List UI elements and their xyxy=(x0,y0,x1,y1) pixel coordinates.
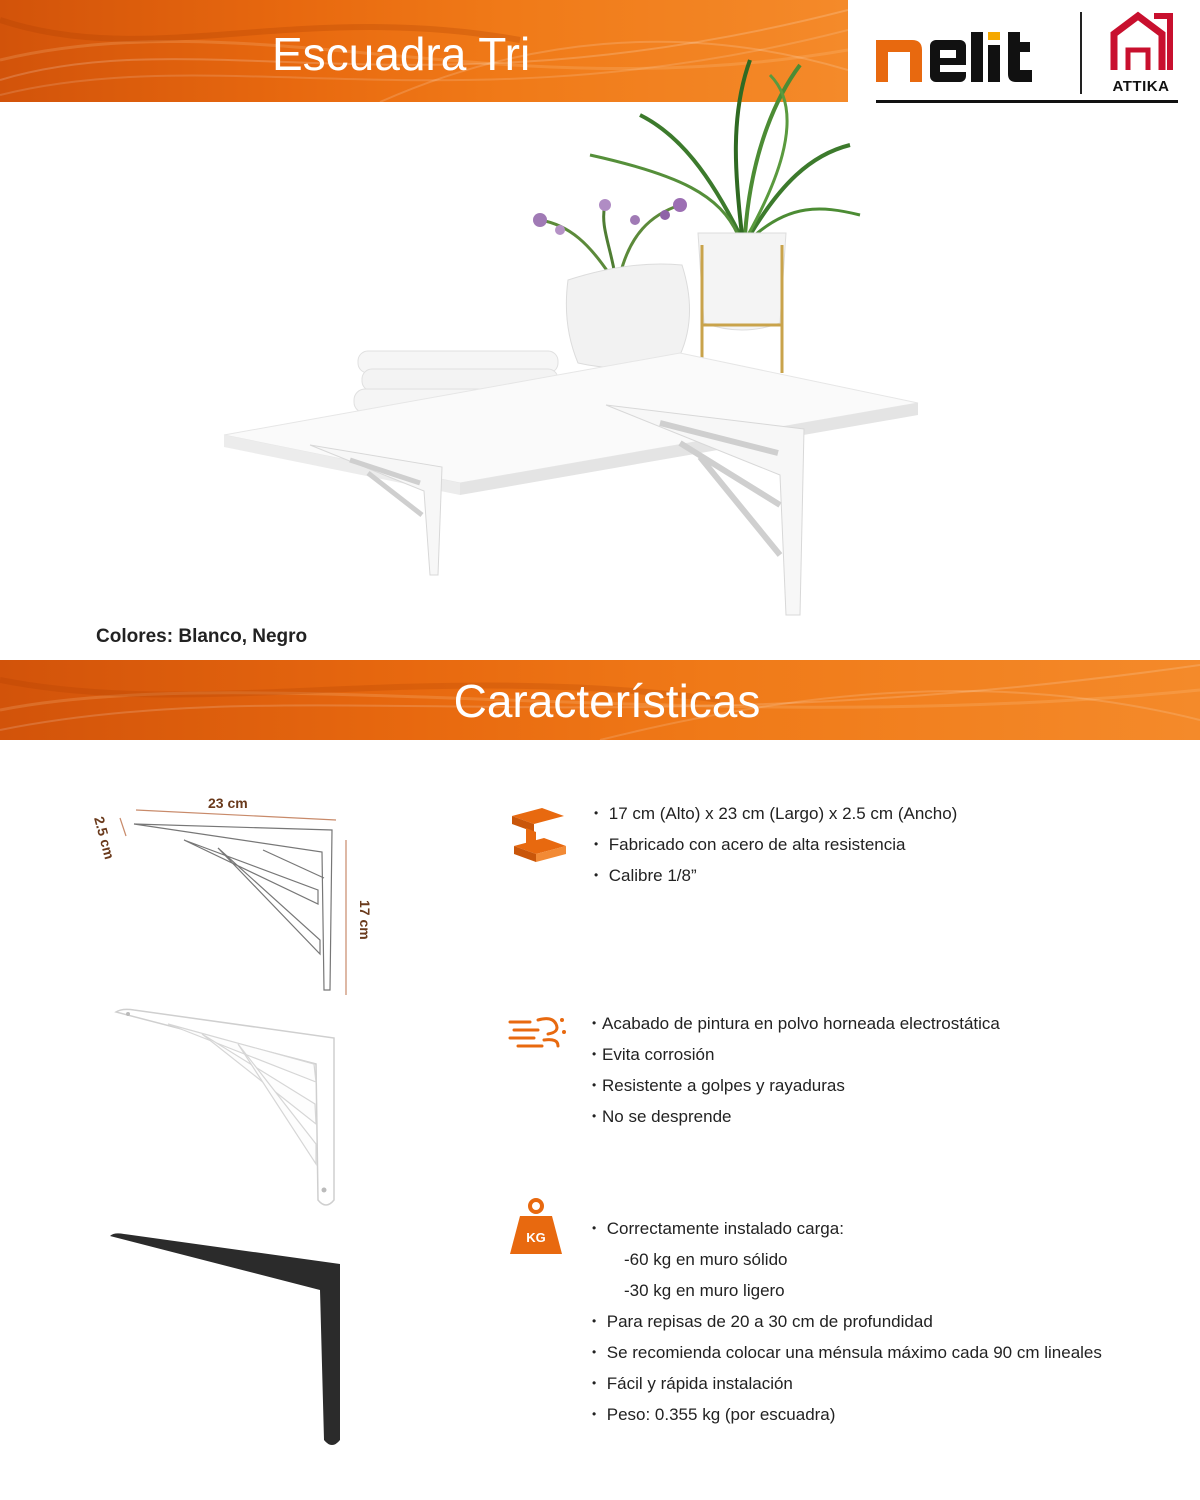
list-item: • Evita corrosión xyxy=(592,1045,715,1064)
list-item: • Fabricado con acero de alta resistencia xyxy=(594,835,906,854)
feature-list-dimensions xyxy=(594,798,957,891)
feature-list-finish xyxy=(592,1008,1000,1132)
list-item: • Fácil y rápida instalación xyxy=(592,1374,793,1393)
depth-label: 2.5 cm xyxy=(91,814,118,861)
page-title: Escuadra Tri xyxy=(272,28,531,80)
height-label: 17 cm xyxy=(357,900,373,940)
tall-white-pot xyxy=(698,233,786,373)
width-arrow xyxy=(136,810,336,820)
list-item: • Resistente a golpes y rayaduras xyxy=(592,1076,845,1095)
feature-list-load xyxy=(592,1213,1102,1430)
list-item: • Para repisas de 20 a 30 cm de profundidad xyxy=(592,1312,933,1331)
bracket-outline xyxy=(134,824,332,990)
attika-logo-text: ATTIKA xyxy=(1112,78,1170,95)
list-item: • Calibre 1/8” xyxy=(594,866,697,885)
white-bracket-image xyxy=(112,1004,352,1210)
section-title: Características xyxy=(453,675,761,727)
list-item: • No se desprende xyxy=(592,1107,732,1126)
hero-product-image xyxy=(210,55,930,625)
dimension-diagram xyxy=(88,790,388,1000)
section-banner xyxy=(0,660,1200,740)
weight-kg-icon xyxy=(508,1198,564,1256)
list-item-sub: -30 kg en muro ligero xyxy=(624,1281,785,1300)
list-item: • Peso: 0.355 kg (por escuadra) xyxy=(592,1405,836,1424)
depth-arrow xyxy=(120,818,126,836)
list-item: • Se recomienda colocar una ménsula máximo cada 90 cm lineales xyxy=(592,1343,1102,1362)
steel-beam-icon xyxy=(508,806,568,864)
list-item-sub: -60 kg en muro sólido xyxy=(624,1250,788,1269)
paint-spray-icon xyxy=(508,1014,568,1054)
width-label: 23 cm xyxy=(208,795,248,811)
weight-icon-label: KG xyxy=(526,1230,546,1245)
list-item: • Correctamente instalado carga: xyxy=(592,1219,844,1238)
black-bracket-image xyxy=(108,1230,354,1450)
round-white-pot xyxy=(566,264,689,368)
flower-plant-icon xyxy=(533,198,687,275)
list-item: • 17 cm (Alto) x 23 cm (Largo) x 2.5 cm (Ancho) xyxy=(594,804,958,823)
logo-separator xyxy=(1080,12,1082,94)
colors-label: Colores: Blanco, Negro xyxy=(96,626,308,647)
grass-plant-icon xyxy=(590,60,860,235)
list-item: • Acabado de pintura en polvo horneada electrostática xyxy=(592,1014,1000,1033)
